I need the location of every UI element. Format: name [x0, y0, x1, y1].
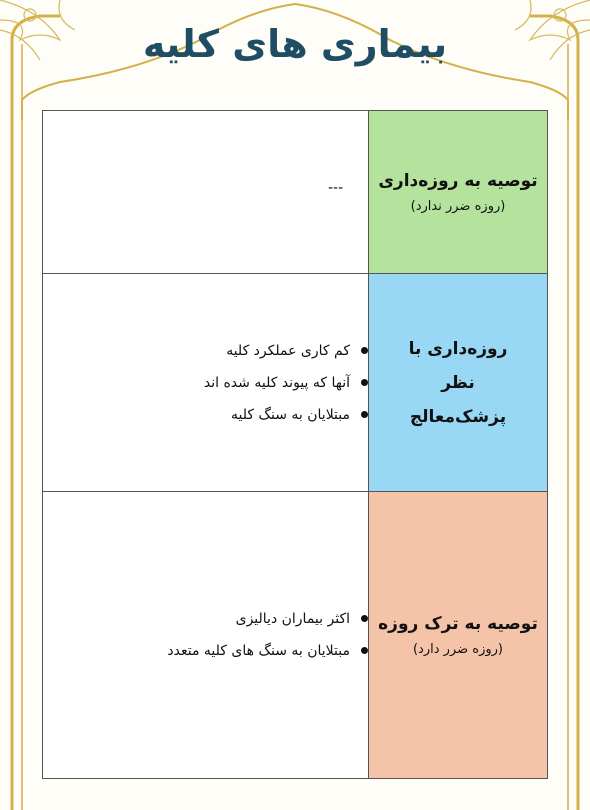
condition-list — [43, 603, 368, 667]
table-row — [43, 492, 548, 779]
list-item: مبتلایان به سنگ کلیه — [43, 399, 368, 431]
category-label: روزه‌داری با نظر پزشک‌معالج — [408, 338, 508, 427]
list-item: کم کاری عملکرد کلیه — [43, 335, 368, 367]
category-label: توصیه به ترک روزه — [378, 614, 538, 634]
category-sublabel: (روزه ضرر ندارد) — [410, 199, 506, 214]
table-row — [43, 274, 548, 492]
category-recommend-fasting — [369, 111, 548, 274]
category-avoid-fasting — [369, 492, 548, 779]
row-content — [43, 274, 369, 492]
condition-list — [43, 335, 368, 431]
category-sublabel: (روزه ضرر دارد) — [412, 642, 503, 657]
row-content — [43, 111, 369, 274]
table-row — [43, 111, 548, 274]
category-doctor-opinion — [369, 274, 548, 492]
kidney-disease-table — [42, 110, 548, 779]
list-item: آنها که پیوند کلیه شده اند — [43, 367, 368, 399]
page-title: بیماری های کلیه — [142, 22, 448, 66]
category-label: توصیه به روزه‌داری — [378, 171, 538, 191]
list-item: مبتلایان به سنگ های کلیه متعدد — [43, 635, 368, 667]
list-item: اکثر بیماران دیالیزی — [43, 603, 368, 635]
row-content — [43, 492, 369, 779]
empty-placeholder: --- — [328, 180, 344, 196]
